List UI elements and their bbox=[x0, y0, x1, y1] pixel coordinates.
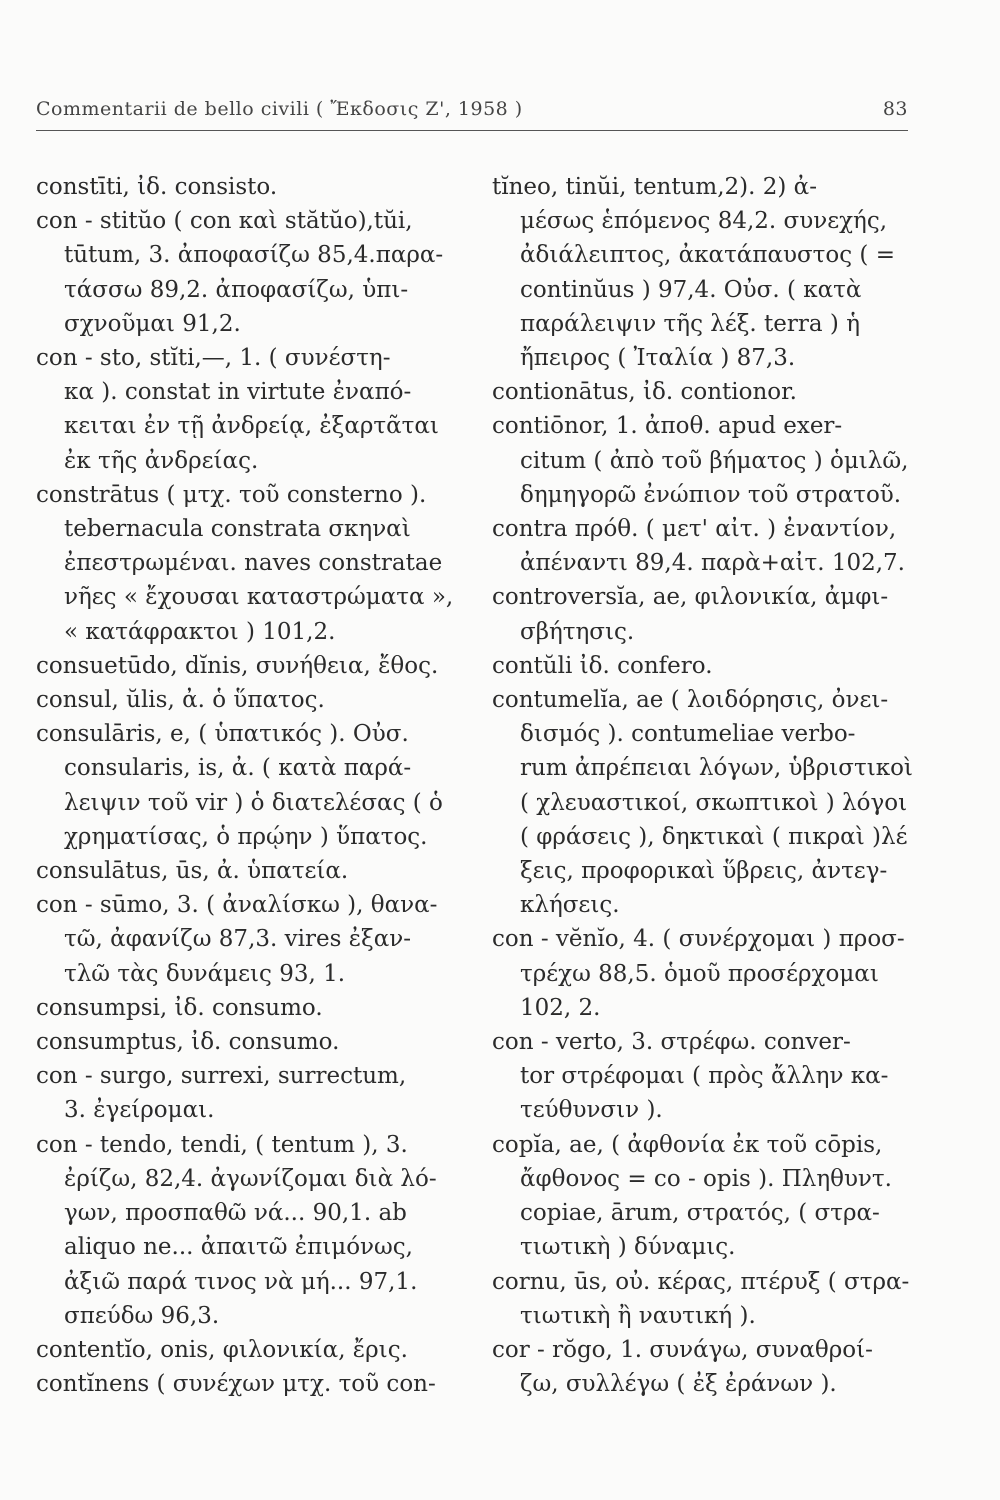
entry-line: ζω, συλλέγω ( ἐξ ἐράνων ). bbox=[520, 1371, 837, 1398]
entry-line: ἤπειρος ( Ἰταλία ) 87,3. bbox=[520, 345, 796, 372]
entry-line: μέσως ἑπόμενος 84,2. συνεχής, bbox=[520, 208, 888, 235]
entry-line: con - sūmo, 3. ( ἀναλίσκω ), θανα- bbox=[36, 892, 438, 919]
entry-line: γων, προσπαθῶ νά... 90,1. ab bbox=[64, 1200, 407, 1227]
dictionary-entry bbox=[492, 580, 910, 648]
entry-line: κλήσεις. bbox=[520, 892, 620, 919]
dictionary-entry bbox=[492, 649, 910, 683]
dictionary-entry bbox=[492, 170, 910, 375]
entry-line: con - tendo, tendi, ( tentum ), 3. bbox=[36, 1131, 408, 1158]
right-column bbox=[492, 170, 913, 1401]
entry-line: continŭus ) 97,4. Οὐσ. ( κατὰ bbox=[520, 276, 862, 303]
entry-line: tĭneo, tinŭi, tentum,2). 2) ἀ- bbox=[492, 174, 817, 200]
entry-line: con - stitŭo ( con καὶ stătŭo),tŭi, bbox=[36, 208, 413, 235]
entry-line: σβήτησις. bbox=[520, 618, 635, 645]
entry-line: χρηματίσας, ὁ πρῴην ) ὕπατος. bbox=[64, 823, 428, 850]
entry-line: contumelĭa, ae ( λοιδόρησις, ὀνει- bbox=[492, 687, 889, 714]
entry-line: contiōnor, 1. ἀποθ. apud exer- bbox=[492, 413, 843, 440]
entry-line: constrātus ( μτχ. τοῦ consterno ). bbox=[36, 481, 427, 508]
entry-line: contionātus, ἰδ. contionor. bbox=[492, 379, 797, 406]
entry-line: τάσσω 89,2. ἀποφασίζω, ὑπι- bbox=[64, 276, 409, 303]
entry-line: τιωτικὴ ἢ ναυτική ). bbox=[520, 1302, 756, 1329]
entry-line: δημηγορῶ ἐνώπιον τοῦ στρατοῦ. bbox=[520, 481, 902, 508]
running-title: Commentarii de bello civili ( Ἔκδοσις Ζ', 1958 ) bbox=[36, 98, 523, 120]
entry-line: aliquo ne... ἀπαιτῶ ἐπιμόνως, bbox=[64, 1234, 413, 1261]
dictionary-entry bbox=[36, 649, 458, 683]
entry-line: ( φράσεις ), δηκτικαὶ ( πικραὶ )λέ bbox=[520, 823, 908, 850]
entry-line: contŭli ἰδ. confero. bbox=[492, 652, 713, 679]
entry-line: τρέχω 88,5. ὁμοῦ προσέρχομαι bbox=[520, 960, 879, 987]
dictionary-entry bbox=[36, 170, 458, 204]
dictionary-entry bbox=[36, 1059, 458, 1127]
left-column bbox=[36, 170, 458, 1401]
running-header bbox=[36, 94, 908, 131]
entry-line: ἄφθονος = co - opis ). Πληθυντ. bbox=[520, 1165, 892, 1192]
entry-line: ἐκ τῆς ἀνδρείας. bbox=[64, 447, 259, 474]
dictionary-entry bbox=[36, 717, 458, 854]
dictionary-entry bbox=[492, 1128, 910, 1265]
entry-line: « κατάφρακτοι ) 101,2. bbox=[64, 618, 336, 645]
entry-line: consulāris, e, ( ὑπατικός ). Οὐσ. bbox=[36, 721, 409, 748]
entry-line: ( χλευαστικοί, σκωπτικοὶ ) λόγοι bbox=[520, 789, 908, 816]
entry-line: constīti, ἰδ. consisto. bbox=[36, 174, 278, 200]
entry-line: ἀδιάλειπτος, ἀκατάπαυστος ( = bbox=[520, 242, 895, 269]
entry-line: νῆες « ἔχουσαι καταστρώματα », bbox=[64, 584, 454, 611]
entry-line: κειται ἐν τῇ ἀνδρείᾳ, ἐξαρτᾶται bbox=[64, 413, 439, 440]
dictionary-entry bbox=[36, 1128, 458, 1333]
entry-line: con - verto, 3. στρέφω. conver- bbox=[492, 1029, 851, 1056]
dictionary-entry bbox=[492, 1265, 910, 1333]
entry-line: consumptus, ἰδ. consumo. bbox=[36, 1029, 340, 1056]
page-number: 83 bbox=[882, 98, 908, 120]
entry-line: consumpsi, ἰδ. consumo. bbox=[36, 994, 323, 1021]
entry-line: tebernacula constrata σκηναὶ bbox=[64, 516, 411, 543]
entry-line: 3. ἐγείρομαι. bbox=[64, 1097, 215, 1124]
entry-line: consuetūdo, dĭnis, συνήθεια, ἔθος. bbox=[36, 652, 439, 679]
dictionary-entry bbox=[492, 1025, 910, 1128]
dictionary-entry bbox=[36, 341, 458, 478]
dictionary-entry bbox=[492, 683, 913, 922]
dictionary-entry bbox=[36, 1367, 458, 1401]
entry-line: 102, 2. bbox=[520, 994, 601, 1021]
entry-line: κα ). constat in virtute ἐναπό- bbox=[64, 379, 412, 406]
entry-line: con - surgo, surrexi, surrectum, bbox=[36, 1063, 407, 1090]
dictionary-entry bbox=[492, 409, 910, 512]
dictionary-entry bbox=[36, 1333, 458, 1367]
dictionary-entry bbox=[492, 1333, 910, 1401]
dictionary-entry bbox=[36, 854, 458, 888]
dictionary-entry bbox=[36, 204, 458, 341]
entry-line: cor - rŏgo, 1. συνάγω, συναθροί- bbox=[492, 1336, 873, 1363]
entry-line: ἐπεστρωμέναι. naves constratae bbox=[64, 550, 443, 577]
entry-line: consulātus, ūs, ἀ. ὑπατεία. bbox=[36, 858, 349, 885]
dictionary-entry bbox=[36, 1025, 458, 1059]
entry-line: con - sto, stĭti,—, 1. ( συνέστη- bbox=[36, 345, 391, 372]
entry-line: cornu, ūs, οὐ. κέρας, πτέρυξ ( στρα- bbox=[492, 1268, 910, 1295]
entry-line: τιωτικὴ ) δύναμις. bbox=[520, 1234, 736, 1261]
entry-line: consul, ŭlis, ἀ. ὁ ὕπατος. bbox=[36, 687, 325, 714]
entry-line: contentĭo, onis, φιλονικία, ἔρις. bbox=[36, 1336, 408, 1363]
dictionary-entry bbox=[36, 888, 458, 991]
dictionary-entry bbox=[492, 922, 910, 1025]
entry-line: copĭa, ae, ( ἀφθονία ἐκ τοῦ cōpis, bbox=[492, 1131, 883, 1158]
entry-line: ἀπέναντι 89,4. παρὰ+αἰτ. 102,7. bbox=[520, 550, 905, 577]
entry-line: τῶ, ἀφανίζω 87,3. vires ἐξαν- bbox=[64, 926, 411, 953]
entry-line: δισμός ). contumeliae verbo- bbox=[520, 721, 856, 748]
entry-line: λειψιν τοῦ vir ) ὁ διατελέσας ( ὁ bbox=[64, 789, 443, 816]
dictionary-entry bbox=[492, 375, 910, 409]
entry-line: παράλειψιν τῆς λέξ. terra ) ἡ bbox=[520, 310, 860, 337]
entry-line: controversĭa, ae, φιλονικία, ἀμφι- bbox=[492, 584, 889, 611]
entry-line: contra πρόθ. ( μετ' αἰτ. ) ἐναντίον, bbox=[492, 516, 897, 543]
dictionary-entry bbox=[36, 991, 458, 1025]
entry-line: contĭnens ( συνέχων μτχ. τοῦ con- bbox=[36, 1371, 436, 1398]
entry-line: τεύθυνσιν ). bbox=[520, 1097, 663, 1124]
entry-line: rum ἀπρέπειαι λόγων, ὑβριστικοὶ bbox=[520, 755, 913, 782]
entry-line: ἐρίζω, 82,4. ἀγωνίζομαι διὰ λό- bbox=[64, 1165, 437, 1192]
entry-line: copiae, ārum, στρατός, ( στρα- bbox=[520, 1200, 880, 1227]
dictionary-entry bbox=[492, 512, 910, 580]
entry-line: tūtum, 3. ἀποφασίζω 85,4.παρα- bbox=[64, 242, 444, 269]
dictionary-entry bbox=[36, 683, 458, 717]
entry-line: ἀξιῶ παρά τινος νὰ μή... 97,1. bbox=[64, 1268, 418, 1295]
entry-line: τλῶ τὰς δυνάμεις 93, 1. bbox=[64, 960, 346, 987]
entry-line: con - vĕnĭo, 4. ( συνέρχομαι ) προσ- bbox=[492, 926, 905, 953]
entry-line: σχνοῦμαι 91,2. bbox=[64, 310, 241, 337]
entry-line: ξεις, προφορικαὶ ὕβρεις, ἀντεγ- bbox=[520, 858, 888, 885]
entry-line: citum ( ἀπὸ τοῦ βήματος ) ὁμιλῶ, bbox=[520, 447, 909, 474]
entry-line: σπεύδω 96,3. bbox=[64, 1302, 220, 1329]
entry-line: tor στρέφομαι ( πρὸς ἄλλην κα- bbox=[520, 1063, 889, 1090]
dictionary-entry bbox=[36, 478, 458, 649]
entry-line: consularis, is, ἀ. ( κατὰ παρά- bbox=[64, 755, 412, 782]
